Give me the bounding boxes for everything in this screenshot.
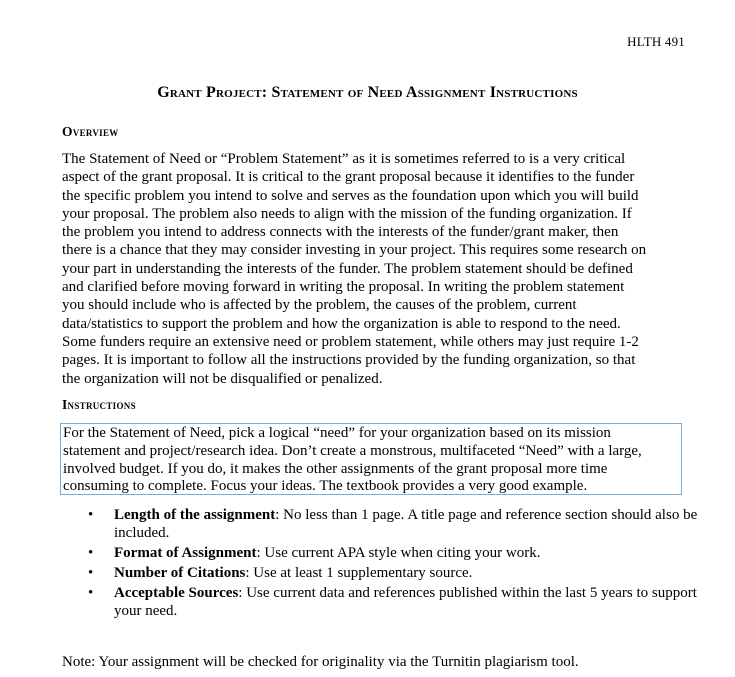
overview-line: you should include who is affected by the problem, the causes of the problem, current — [62, 297, 577, 314]
overview-line: and clarified before moving forward in writing the proposal. In writing the problem statement — [62, 279, 625, 296]
requirement-item — [88, 564, 698, 582]
instructions-text-box[interactable] — [60, 423, 682, 495]
instructions-box-line: consuming to complete. Focus your ideas. The textbook provides a very good example. — [63, 478, 588, 495]
overview-heading: Overview — [62, 124, 119, 139]
requirements-list — [88, 506, 698, 622]
bullet-icon: • — [88, 545, 94, 561]
overview-line: your part in understanding the interests of the funder. The problem statement should be defined — [62, 260, 633, 277]
instructions-box-line: statement and project/research idea. Don’t create a monstrous, multifaceted “Need” with a large, — [63, 442, 642, 459]
requirement-label: Number of Citations — [114, 565, 246, 581]
overview-paragraph — [62, 150, 692, 388]
requirement-item — [88, 506, 698, 542]
document-title: Grant Project: Statement of Need Assignment Instructions — [157, 84, 578, 101]
requirement-item — [88, 584, 698, 620]
requirement-text: : Use at least 1 supplementary source. — [245, 565, 473, 581]
overview-line: pages. It is important to follow all the instructions provided by the funding organization, so that — [62, 352, 636, 369]
bullet-icon: • — [88, 585, 94, 601]
overview-line: the problem you intend to address connects with the interests of the funder/grant maker, then — [62, 224, 619, 241]
instructions-box-line: involved budget. If you do, it makes the other assignments of the grant proposal more time — [63, 460, 608, 477]
requirement-text: : Use current data and references published within the last 5 years to support your need. — [114, 585, 697, 619]
instructions-heading: Instructions — [62, 397, 136, 412]
requirement-text: : Use current APA style when citing your work. — [256, 545, 541, 561]
requirement-label: Acceptable Sources — [114, 585, 239, 601]
course-code: HLTH 491 — [627, 34, 685, 49]
overview-line: the organization will not be disqualified or penalized. — [62, 370, 383, 387]
overview-line: aspect of the grant proposal. It is critical to the grant proposal because it identifies to the funder — [62, 169, 635, 186]
instructions-box-line: For the Statement of Need, pick a logical “need” for your organization based on its mission — [63, 425, 611, 441]
originality-note: Note: Your assignment will be checked for originality via the Turnitin plagiarism tool. — [62, 654, 579, 670]
requirement-label: Format of Assignment — [114, 545, 257, 561]
overview-line: there is a chance that they may consider investing in your project. This requires some research on — [62, 242, 647, 259]
overview-line: data/statistics to support the problem and how the organization is able to respond to the need. — [62, 315, 621, 332]
overview-line: your proposal. The problem also needs to align with the mission of the funding organization. If — [62, 205, 632, 222]
overview-line: Some funders require an extensive need or problem statement, while others may just require 1-2 — [62, 333, 639, 350]
overview-line: The Statement of Need or “Problem Statement” as it is sometimes referred to is a very critical — [62, 151, 626, 167]
requirement-item — [88, 544, 698, 562]
requirement-label: Length of the assignment — [114, 507, 276, 523]
overview-line: the specific problem you intend to solve and serves as the foundation upon which you will build — [62, 187, 639, 204]
bullet-icon: • — [88, 565, 94, 581]
requirement-text: : No less than 1 page. A title page and reference section should also be included. — [114, 507, 698, 541]
bullet-icon: • — [88, 507, 94, 523]
